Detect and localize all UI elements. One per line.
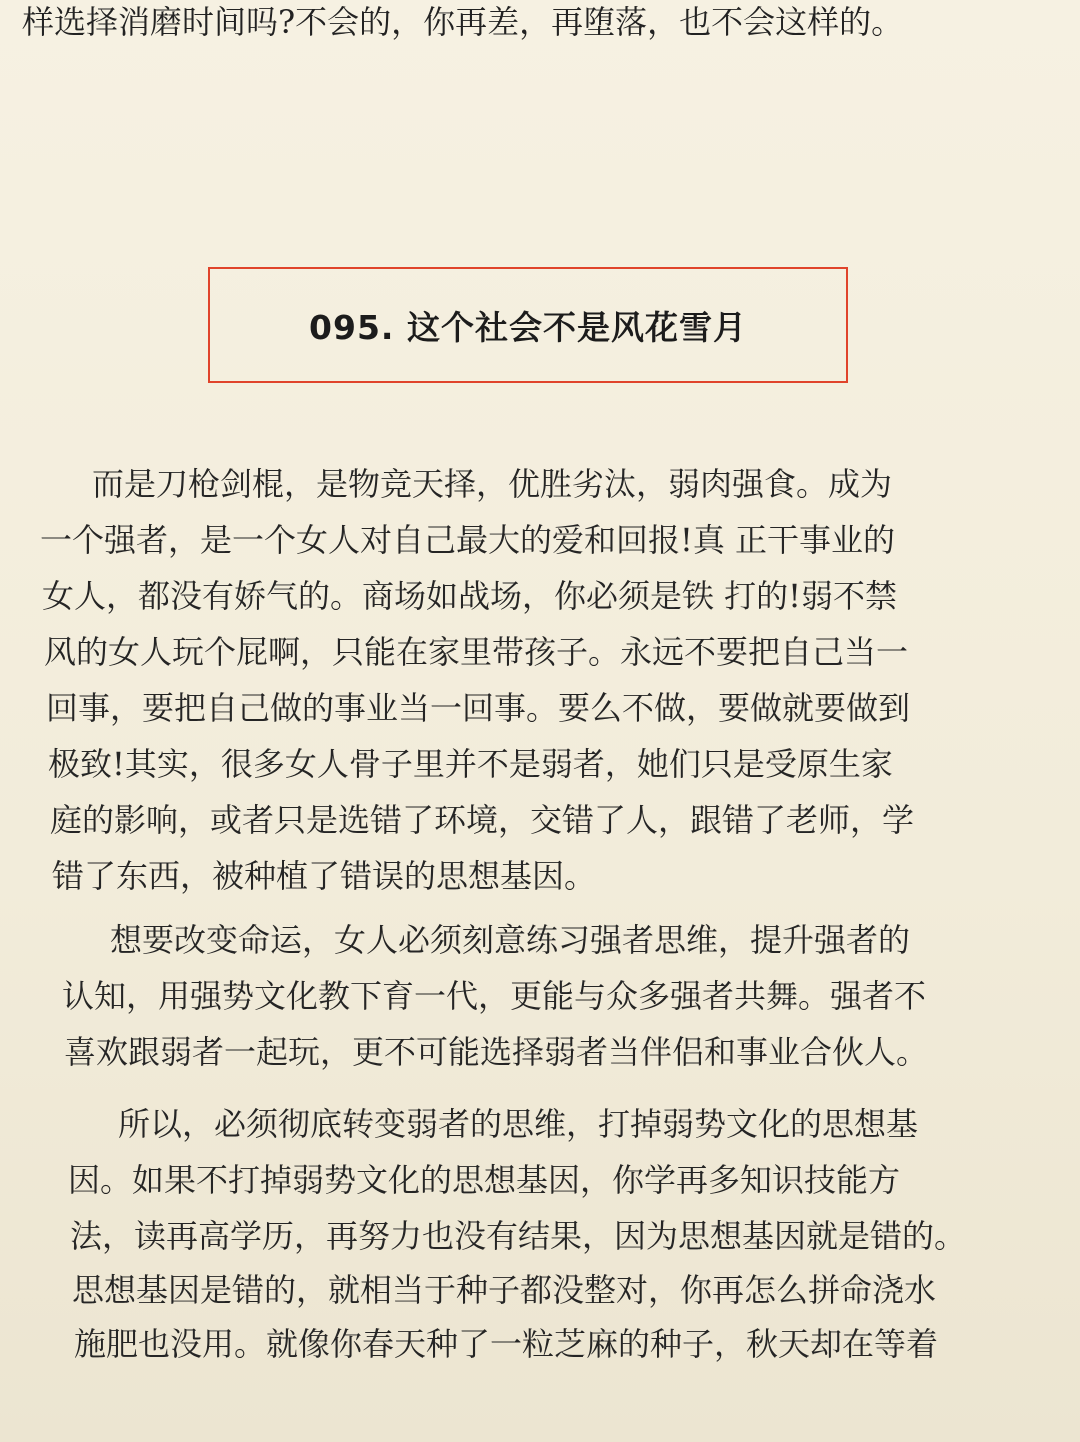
paragraph-line: 所以，必须彻底转变弱者的思维，打掉弱势文化的思想基 [118,1105,919,1143]
paragraph-line: 因。如果不打掉弱势文化的思想基因，你学再多知识技能方 [68,1161,901,1199]
paragraph-line: 错了东西，被种植了错误的思想基因。 [52,857,597,895]
paragraph-line: 而是刀枪剑棍，是物竞天择，优胜劣汰，弱肉强食。成为 [92,465,893,503]
paragraph-line: 喜欢跟弱者一起玩，更不可能选择弱者当伴侣和事业合伙人。 [64,1033,929,1071]
paragraph-line: 女人，都没有娇气的。商场如战场，你必须是铁 打的!弱不禁 [42,577,898,615]
section-title-box [208,267,848,383]
carried-over-line: 样选择消磨时间吗?不会的，你再差，再堕落，也不会这样的。 [22,3,904,41]
paragraph-line: 风的女人玩个屁啊，只能在家里带孩子。永远不要把自己当一 [44,633,909,671]
paragraph-line: 庭的影响，或者只是选错了环境，交错了人，跟错了老师，学 [50,801,915,839]
paragraph-line: 回事，要把自己做的事业当一回事。要么不做，要做就要做到 [46,689,911,727]
paragraph-line: 极致!其实，很多女人骨子里并不是弱者，她们只是受原生家 [48,745,893,783]
paragraph-line: 法，读再高学历，再努力也没有结果，因为思想基因就是错的。 [70,1217,967,1255]
paragraph-line: 思想基因是错的，就相当于种子都没整对，你再怎么拼命浇水 [72,1271,937,1309]
section-title: 095. 这个社会不是风花雪月 [309,307,747,347]
paragraph-line: 想要改变命运，女人必须刻意练习强者思维，提升强者的 [110,921,911,959]
paragraph-line: 施肥也没用。就像你春天种了一粒芝麻的种子，秋天却在等着 [74,1325,939,1363]
paragraph-line: 一个强者，是一个女人对自己最大的爱和回报!真 正干事业的 [40,521,896,559]
paragraph-line: 认知，用强势文化教下育一代，更能与众多强者共舞。强者不 [62,977,927,1015]
